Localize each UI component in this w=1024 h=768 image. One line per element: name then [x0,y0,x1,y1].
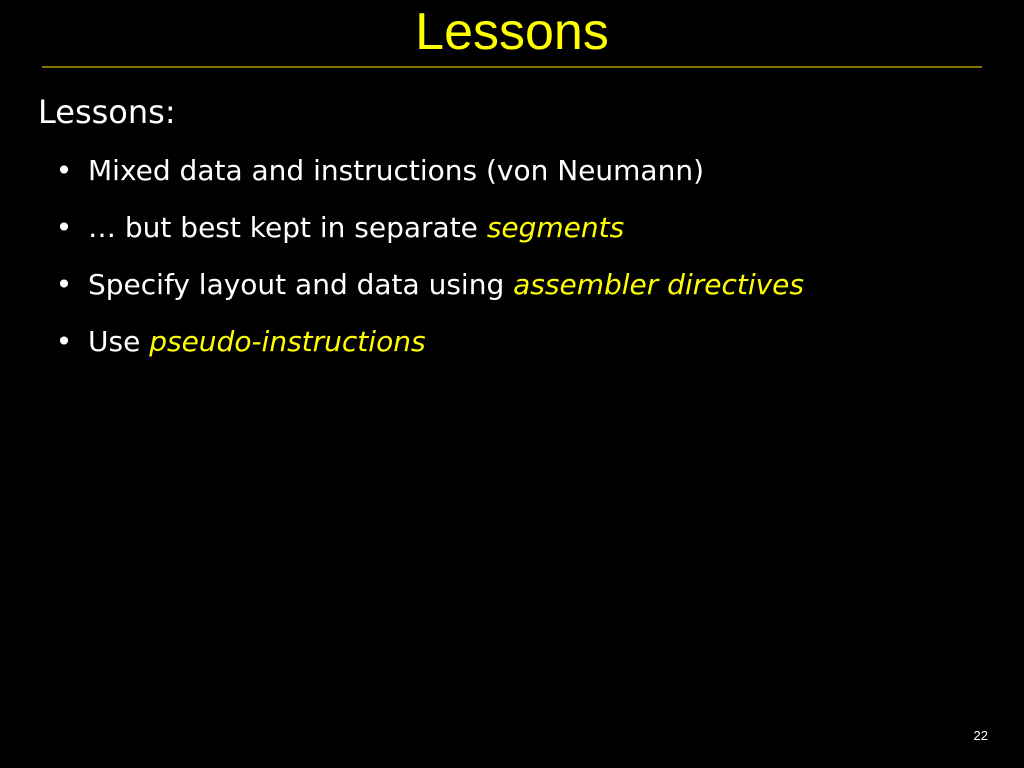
section-heading: Lessons: [38,93,176,131]
bullet-plain-text: Use [88,325,150,358]
bullet-plain-text: … but best kept in separate [88,211,487,244]
bullet-icon: • [55,211,73,244]
page-number: 22 [973,728,988,743]
slide-title: Lessons [415,3,609,61]
bullet-emphasis: segments [486,211,625,244]
bullet-emphasis: pseudo-instructions [149,325,426,358]
bullet-plain-text: Mixed data and instructions (von Neumann) [88,154,704,187]
bullet-text [88,320,426,364]
bullet-emphasis: assembler directives [513,268,804,301]
bullet-icon: • [55,154,73,187]
bullet-icon: • [55,325,73,358]
bullet-text [88,149,704,193]
bullet-text [88,206,624,250]
title-divider [42,66,982,68]
bullet-plain-text: Specify layout and data using [88,268,514,301]
bullet-text [88,263,804,307]
bullet-icon: • [55,268,73,301]
